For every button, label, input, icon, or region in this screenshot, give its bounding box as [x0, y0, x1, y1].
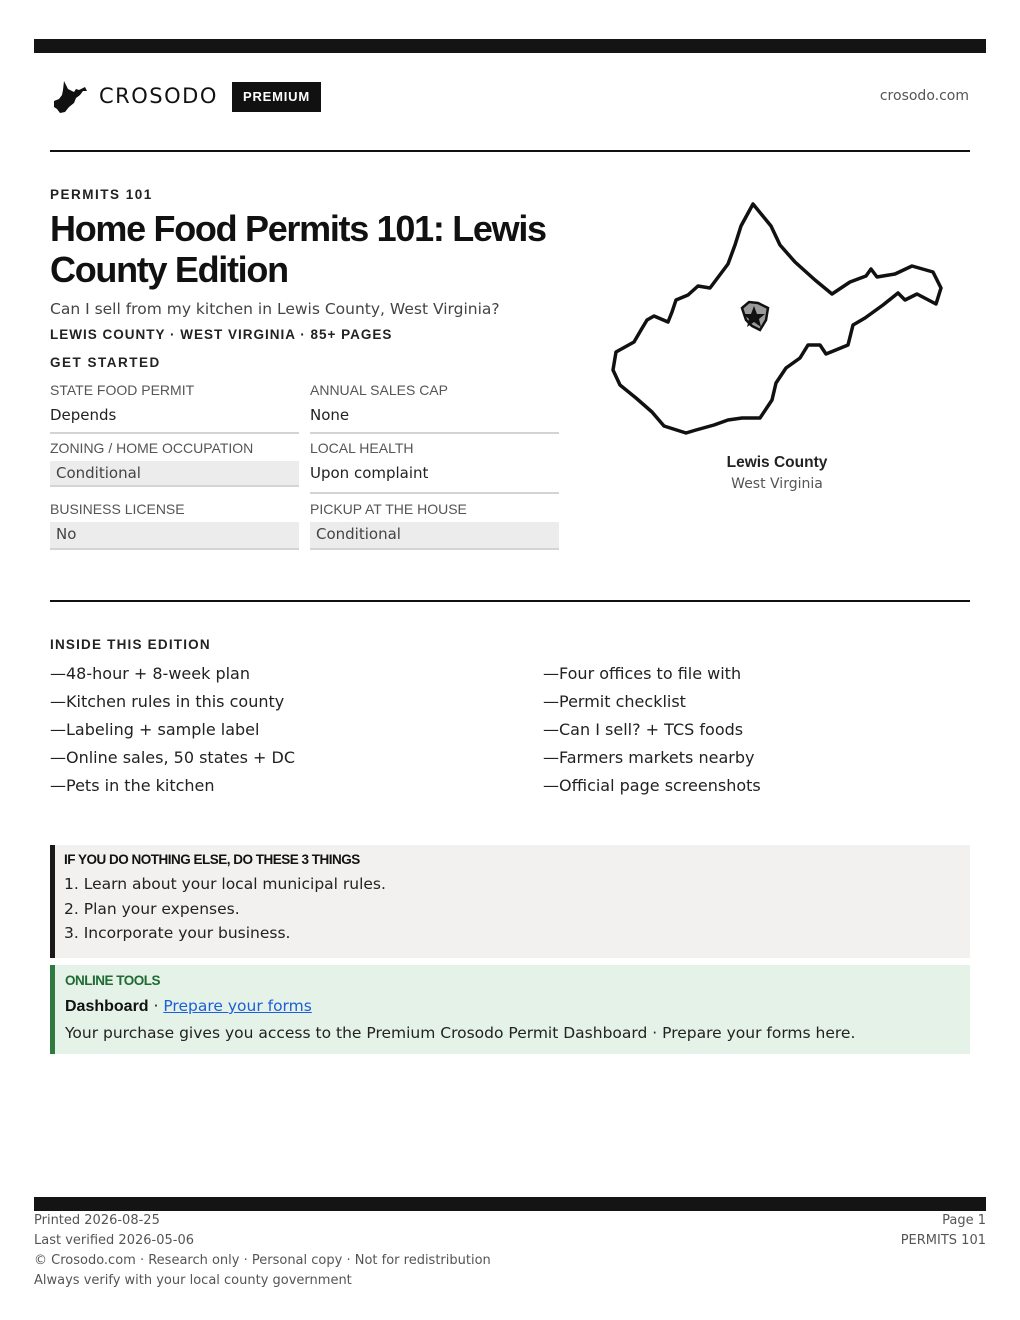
fact-value: Upon complaint [310, 461, 559, 494]
list-item: —Can I sell? + TCS foods [543, 720, 744, 739]
list-item: —Permit checklist [543, 692, 686, 711]
get-started-heading: GET STARTED [50, 355, 161, 370]
verified-date: Last verified 2026-05-06 [34, 1233, 194, 1248]
page-title: Home Food Permits 101: Lewis County Edition [50, 208, 546, 290]
top-bar [34, 39, 986, 53]
tools-title: ONLINE TOOLS [65, 973, 161, 988]
fact-label: LOCAL HEALTH [310, 440, 414, 456]
top-three-callout [50, 845, 970, 958]
callout-item: 2. Plan your expenses. [64, 899, 240, 918]
fact-label: ZONING / HOME OCCUPATION [50, 440, 254, 456]
tools-links-line [65, 994, 970, 1019]
west-virginia-map [605, 196, 950, 441]
list-item: —48-hour + 8-week plan [50, 664, 250, 683]
printed-date: Printed 2026-08-25 [34, 1213, 160, 1228]
list-item: —Farmers markets nearby [543, 748, 755, 767]
list-item: —Pets in the kitchen [50, 776, 215, 795]
site-url-link[interactable]: crosodo.com [879, 88, 969, 104]
footer-right [901, 1211, 986, 1251]
inside-heading: INSIDE THIS EDITION [50, 637, 211, 652]
callout-title: IF YOU DO NOTHING ELSE, DO THESE 3 THINGS [64, 852, 360, 867]
list-item: —Labeling + sample label [50, 720, 260, 739]
fact-value: Conditional [50, 461, 299, 487]
fact-value: None [310, 403, 559, 434]
fact-local-health [310, 440, 559, 494]
fact-business-license [50, 501, 299, 550]
list-item: —Four offices to file with [543, 664, 742, 683]
verify-note: Always verify with your local county government [34, 1273, 352, 1288]
online-tools-box [50, 965, 970, 1054]
callout-item: 1. Learn about your local municipal rules. [64, 875, 386, 893]
fact-value: Conditional [310, 522, 559, 550]
header-divider [50, 150, 970, 152]
fact-zoning [50, 440, 299, 487]
tools-description: Your purchase gives you access to the Premium Crosodo Permit Dashboard · Prepare your forms here. [65, 1024, 856, 1042]
page-subtitle: Can I sell from my kitchen in Lewis County, West Virginia? [50, 300, 500, 318]
callout-item: 3. Incorporate your business. [64, 924, 291, 942]
list-item: —Official page screenshots [543, 776, 761, 795]
brand-name: CROSODO [99, 84, 218, 108]
footer-section: PERMITS 101 [900, 1233, 986, 1248]
premium-badge: PREMIUM [232, 82, 321, 112]
fact-label: ANNUAL SALES CAP [310, 382, 448, 398]
footer-left [34, 1211, 491, 1291]
edition-meta: LEWIS COUNTY · WEST VIRGINIA · 85+ PAGES [50, 327, 393, 342]
fact-label: PICKUP AT THE HOUSE [310, 501, 467, 517]
fact-annual-sales-cap [310, 382, 559, 434]
dashboard-label: Dashboard [65, 998, 149, 1015]
fact-pickup [310, 501, 559, 550]
fact-value: Depends [50, 403, 299, 434]
page-number: Page 1 [942, 1213, 986, 1228]
footer-bar [34, 1197, 986, 1211]
list-item: —Kitchen rules in this county [50, 692, 285, 711]
map-county-name: Lewis County [726, 454, 828, 471]
inside-list-right [543, 660, 963, 800]
inside-list-left [50, 660, 510, 800]
fact-value: No [50, 522, 299, 550]
list-item: —Online sales, 50 states + DC [50, 748, 296, 767]
west-virginia-logo-icon [52, 80, 88, 114]
copyright-note: © Crosodo.com · Research only · Personal copy · Not for redistribution [34, 1253, 491, 1268]
map-state-name: West Virginia [731, 476, 823, 492]
fact-label: BUSINESS LICENSE [50, 501, 185, 517]
section-divider [50, 600, 970, 602]
fact-state-food-permit [50, 382, 299, 434]
tools-separator: · [148, 997, 164, 1015]
fact-label: STATE FOOD PERMIT [50, 382, 195, 398]
section-eyebrow: PERMITS 101 [50, 187, 153, 202]
prepare-forms-link[interactable]: Prepare your forms [163, 997, 312, 1015]
